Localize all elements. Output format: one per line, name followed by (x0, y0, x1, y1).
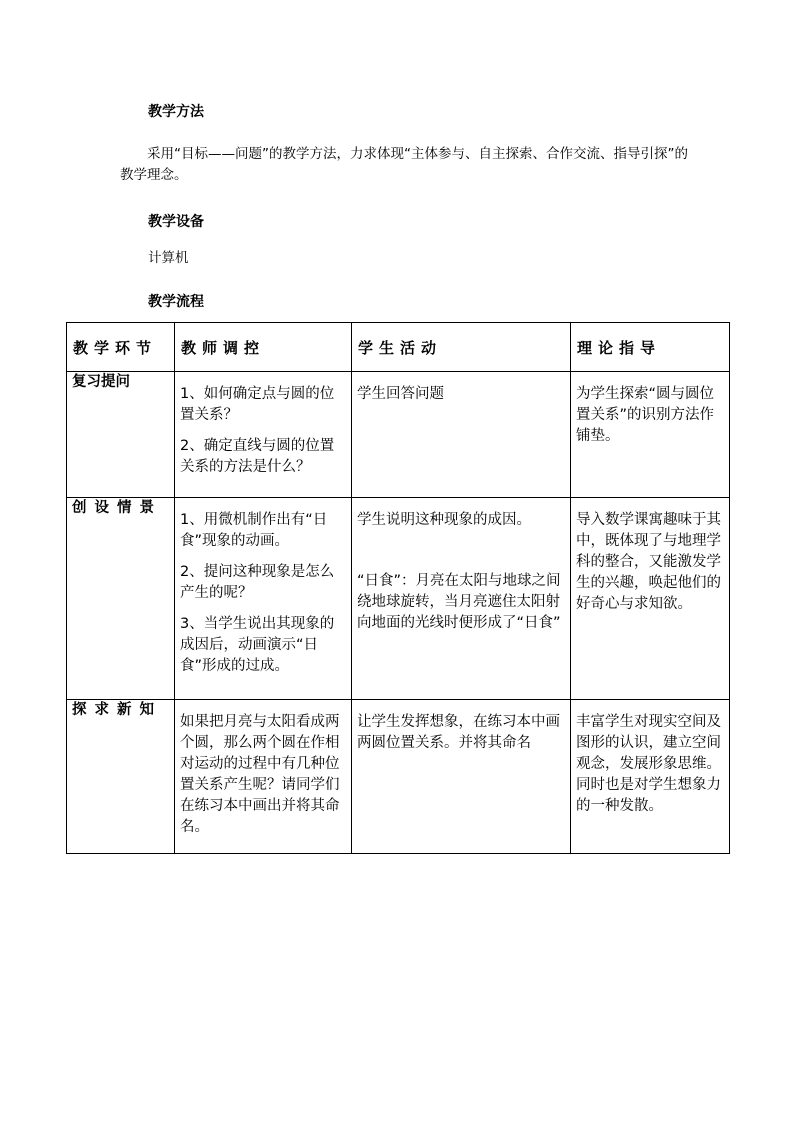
student-item: “日食”：月亮在太阳与地球之间绕地球旋转，当月亮遮住太阳射向地面的光线时便形成了“日食” (357, 573, 561, 631)
teacher-cell (175, 372, 352, 498)
table-header-row (67, 323, 730, 372)
stage-cell: 探求新知 (67, 700, 175, 854)
equipment-text: 计算机 (148, 250, 189, 266)
teacher-item: 1、用微机制作出有“日食”现象的动画。 (180, 512, 328, 549)
method-paragraph (120, 144, 700, 186)
student-item: 学生回答问题 (357, 386, 444, 402)
table-row (67, 372, 730, 498)
teacher-item: 如果把月亮与太阳看成两个圆，那么两个圆在作相对运动的过程中有几种位置关系产生呢？请同学们在练习本中画出并将其命名。 (180, 714, 340, 835)
header-student: 学生活动 (352, 323, 571, 372)
teaching-flow-table (66, 322, 730, 854)
table-row (67, 498, 730, 700)
teacher-item: 2、确定直线与圆的位置关系的方法是什么？ (180, 438, 335, 475)
method-text: 采用“目标——问题”的教学方法，力求体现“主体参与、自主探索、合作交流、指导引探”的教学理念。 (120, 146, 688, 183)
stage-cell: 复习提问 (67, 372, 175, 498)
theory-text: 为学生探索“圆与圆位置关系”的识别方法作铺垫。 (576, 386, 715, 444)
theory-cell (571, 700, 730, 854)
table-row (67, 700, 730, 854)
teacher-item: 2、提问这种现象是怎么产生的呢？ (180, 564, 335, 601)
theory-cell (571, 372, 730, 498)
header-stage: 教学环节 (67, 323, 175, 372)
teacher-item: 3、当学生说出其现象的成因后，动画演示“日食”形成的过成。 (180, 616, 335, 674)
header-theory: 理论指导 (571, 323, 730, 372)
student-cell (352, 498, 571, 700)
theory-cell (571, 498, 730, 700)
teacher-cell (175, 700, 352, 854)
teacher-item: 1、如何确定点与圆的位置关系？ (180, 386, 335, 423)
stage-cell: 创设情景 (67, 498, 175, 700)
student-cell (352, 372, 571, 498)
section-title-flow: 教学流程 (148, 294, 204, 310)
student-item: 学生说明这种现象的成因。 (357, 512, 531, 528)
theory-text: 导入数学课寓趣味于其中，既体现了与地理学科的整合，又能激发学生的兴趣，唤起他们的好奇心与求知欲。 (576, 512, 721, 612)
teacher-cell (175, 498, 352, 700)
section-title-equipment: 教学设备 (148, 214, 204, 230)
theory-text: 丰富学生对现实空间及图形的认识，建立空间观念，发展形象思维。同时也是对学生想象力的一种发散。 (576, 714, 721, 814)
student-cell (352, 700, 571, 854)
section-title-method: 教学方法 (148, 104, 204, 120)
header-teacher: 教师调控 (175, 323, 352, 372)
student-item: 让学生发挥想象，在练习本中画两圆位置关系。并将其命名 (357, 714, 560, 751)
